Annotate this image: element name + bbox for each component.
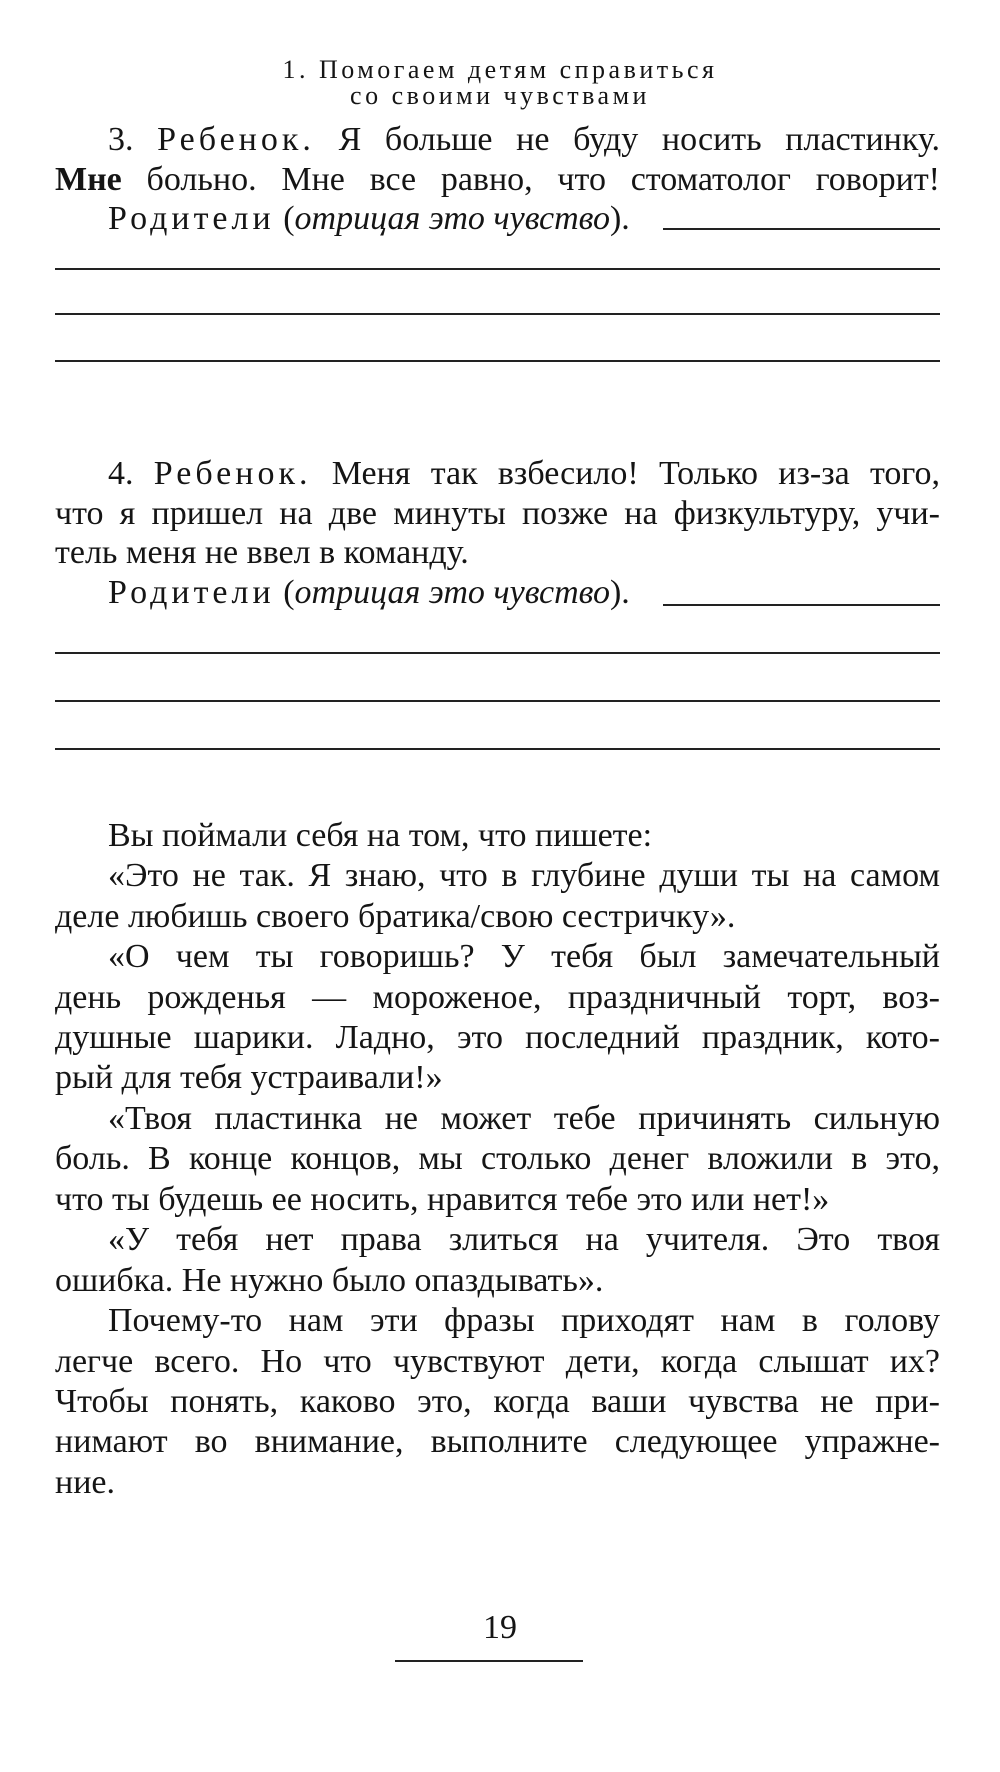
- exercise3-answer-line-inline[interactable]: [663, 228, 940, 230]
- exercise3-parent-label: Родители: [108, 200, 275, 237]
- body-line: «Это не так. Я знаю, что в глубине души ты на самом: [108, 857, 940, 894]
- body-line: деле любишь своего братика/свою сестричку».: [55, 898, 736, 935]
- body-line: ошибка. Не нужно было опаздывать».: [55, 1262, 604, 1299]
- exercise4-number: 4.: [108, 455, 134, 492]
- exercise3-answer-line[interactable]: [55, 268, 940, 270]
- exercise3-line2-bold: Мне: [55, 161, 122, 198]
- exercise4-parent-note: отрицая это чувство: [294, 574, 610, 611]
- body-line: что ты будешь ее носить, нравится тебе это или нет!»: [55, 1181, 830, 1218]
- exercise3-speaker: Ребенок.: [157, 121, 315, 158]
- body-line: ние.: [55, 1464, 115, 1501]
- body-line: «У тебя нет права злиться на учителя. Это твоя: [108, 1221, 940, 1258]
- exercise4-line1-text: Меня так взбесило! Только из-за того,: [331, 455, 941, 492]
- exercise4-answer-line[interactable]: [55, 652, 940, 654]
- exercise3-number: 3.: [108, 121, 134, 158]
- body-line: душные шарики. Ладно, это последний праздник, кото-: [55, 1019, 940, 1056]
- body-line: боль. В конце концов, мы столько денег вложили в это,: [55, 1140, 940, 1177]
- exercise3-parent-note: отрицая это чувство: [294, 200, 610, 237]
- exercise3-answer-line[interactable]: [55, 360, 940, 362]
- body-line: нимают во внимание, выполните следующее упражне-: [55, 1423, 940, 1460]
- exercise3-line2-text: больно. Мне все равно, что стоматолог говорит!: [146, 161, 940, 198]
- page-number: 19: [483, 1609, 517, 1646]
- body-line: «О чем ты говоришь? У тебя был замечательный: [108, 938, 940, 975]
- body-line: рый для тебя устраивали!»: [55, 1059, 443, 1096]
- exercise3-line1-text: Я больше не буду носить пластинку.: [338, 121, 941, 158]
- exercise4-parent-label: Родители: [108, 574, 275, 611]
- exercise4-answer-line[interactable]: [55, 700, 940, 702]
- body-line: день рожденья — мороженое, праздничный торт, воз-: [55, 979, 940, 1016]
- exercise3-answer-line[interactable]: [55, 313, 940, 315]
- exercise4-parent-line: Родители (отрицая это чувство).: [108, 574, 630, 611]
- exercise4-line3: тель меня не ввел в команду.: [55, 534, 469, 571]
- running-header-line1: 1. Помогаем детям справиться: [282, 55, 718, 84]
- exercise4-answer-line[interactable]: [55, 748, 940, 750]
- exercise4-answer-line-inline[interactable]: [663, 604, 940, 606]
- exercise4-speaker: Ребенок.: [153, 455, 312, 492]
- exercise4-line2: что я пришел на две минуты позже на физкультуру, учи-: [55, 495, 940, 532]
- body-line: Почему-то нам эти фразы приходят нам в голову: [108, 1302, 940, 1339]
- exercise3-parent-line: Родители (отрицая это чувство).: [108, 200, 630, 237]
- exercise3-line1: [108, 120, 940, 160]
- footer-rule: [395, 1660, 583, 1662]
- body-line: Вы поймали себя на том, что пишете:: [108, 817, 653, 854]
- running-header-line2: со своими чувствами: [350, 81, 650, 110]
- body-line: легче всего. Но что чувствуют дети, когда слышат их?: [55, 1343, 940, 1380]
- body-line: Чтобы понять, каково это, когда ваши чувства не при-: [55, 1383, 940, 1420]
- exercise4-line1: [108, 454, 940, 494]
- exercise3-line2: [55, 160, 940, 200]
- body-line: «Твоя пластинка не может тебе причинять сильную: [108, 1100, 940, 1137]
